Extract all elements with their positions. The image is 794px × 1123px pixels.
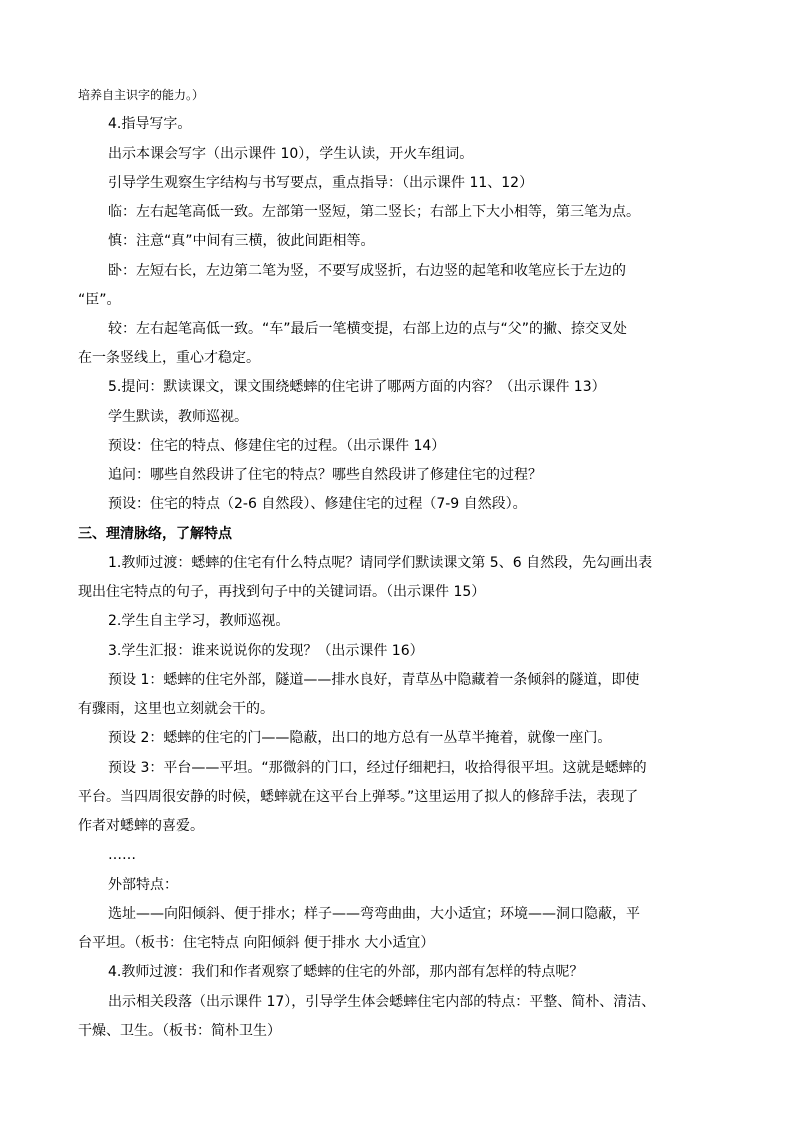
paragraph-line: “臣”。: [78, 292, 121, 308]
paragraph-line: 学生默读，教师巡视。: [108, 409, 248, 425]
paragraph-line: 4.教师过渡：我们和作者观察了蟋蟀的住宅的外部，那内部有怎样的特点呢？: [108, 964, 584, 980]
paragraph-line: 干燥、卫生。（板书：简朴卫生）: [78, 1023, 281, 1039]
paragraph-line: 引导学生观察生字结构与书写要点，重点指导：（出示课件 11、12）: [108, 175, 534, 191]
paragraph-line: 预设：住宅的特点（2-6 自然段）、修建住宅的过程（7-9 自然段）。: [108, 496, 527, 512]
paragraph-line: 台平坦。（板书：住宅特点 向阳倾斜 便于排水 大小适宜）: [78, 935, 435, 951]
paragraph-line: 预设 3：平台——平坦。“那微斜的门口，经过仔细耙扫，收拾得很平坦。这就是蟋蟀的: [108, 760, 647, 776]
paragraph-line: 5.提问：默读课文，课文围绕蟋蟀的住宅讲了哪两方面的内容？（出示课件 13）: [108, 379, 606, 395]
paragraph-line: 3.学生汇报：谁来说说你的发现？（出示课件 16）: [108, 643, 424, 659]
paragraph-line: 卧：左短右长，左边第二笔为竖，不要写成竖折，右边竖的起笔和收笔应长于左边的: [108, 263, 626, 279]
paragraph-line: 培养自主识字的能力。）: [78, 88, 205, 102]
paragraph-line: 预设 1：蟋蟀的住宅外部，隧道——排水良好，青草丛中隐藏着一条倾斜的隧道，即使: [108, 672, 640, 688]
paragraph-line: 作者对蟋蟀的喜爱。: [78, 818, 204, 834]
paragraph-line: 慎：注意“真”中间有三横，彼此间距相等。: [108, 233, 375, 249]
paragraph-line: 预设 2：蟋蟀的住宅的门——隐蔽，出口的地方总有一丛草半掩着，就像一座门。: [108, 730, 612, 746]
paragraph-line: 较：左右起笔高低一致。“车”最后一笔横变提，右部上边的点与“父”的撇、捺交叉处: [108, 321, 628, 337]
paragraph-line: 平台。当四周很安静的时候，蟋蟀就在这平台上弹琴。”这里运用了拟人的修辞手法，表现了: [78, 789, 639, 805]
section-heading: 三、理清脉络，了解特点: [78, 526, 232, 542]
paragraph-line: 选址——向阳倾斜、便于排水；样子——弯弯曲曲，大小适宜；环境——洞口隐蔽，平: [108, 906, 640, 922]
paragraph-line: 有骤雨，这里也立刻就会干的。: [78, 701, 274, 717]
paragraph-line: 4.指导写字。: [108, 116, 192, 132]
paragraph-line: 外部特点：: [108, 877, 178, 893]
paragraph-line: 预设：住宅的特点、修建住宅的过程。（出示课件 14）: [108, 438, 446, 454]
paragraph-line: 在一条竖线上，重心才稳定。: [78, 350, 260, 366]
paragraph-line: 临：左右起笔高低一致。左部第一竖短，第二竖长；右部上下大小相等，第三笔为点。: [108, 204, 640, 220]
paragraph-line: 现出住宅特点的句子，再找到句子中的关键词语。（出示课件 15）: [78, 584, 486, 600]
paragraph-line: 追问：哪些自然段讲了住宅的特点？哪些自然段讲了修建住宅的过程？: [108, 467, 542, 483]
paragraph-line: 出示本课会写字（出示课件 10），学生认读，开火车组词。: [108, 146, 474, 162]
paragraph-line: 2.学生自主学习，教师巡视。: [108, 613, 290, 629]
paragraph-line: 出示相关段落（出示课件 17），引导学生体会蟋蟀住宅内部的特点：平整、简朴、清洁、: [108, 994, 656, 1010]
paragraph-line: 1.教师过渡：蟋蟀的住宅有什么特点呢？请同学们默读课文第 5、6 自然段，先勾画出表: [108, 555, 653, 571]
ellipsis-line: ……: [108, 847, 136, 863]
